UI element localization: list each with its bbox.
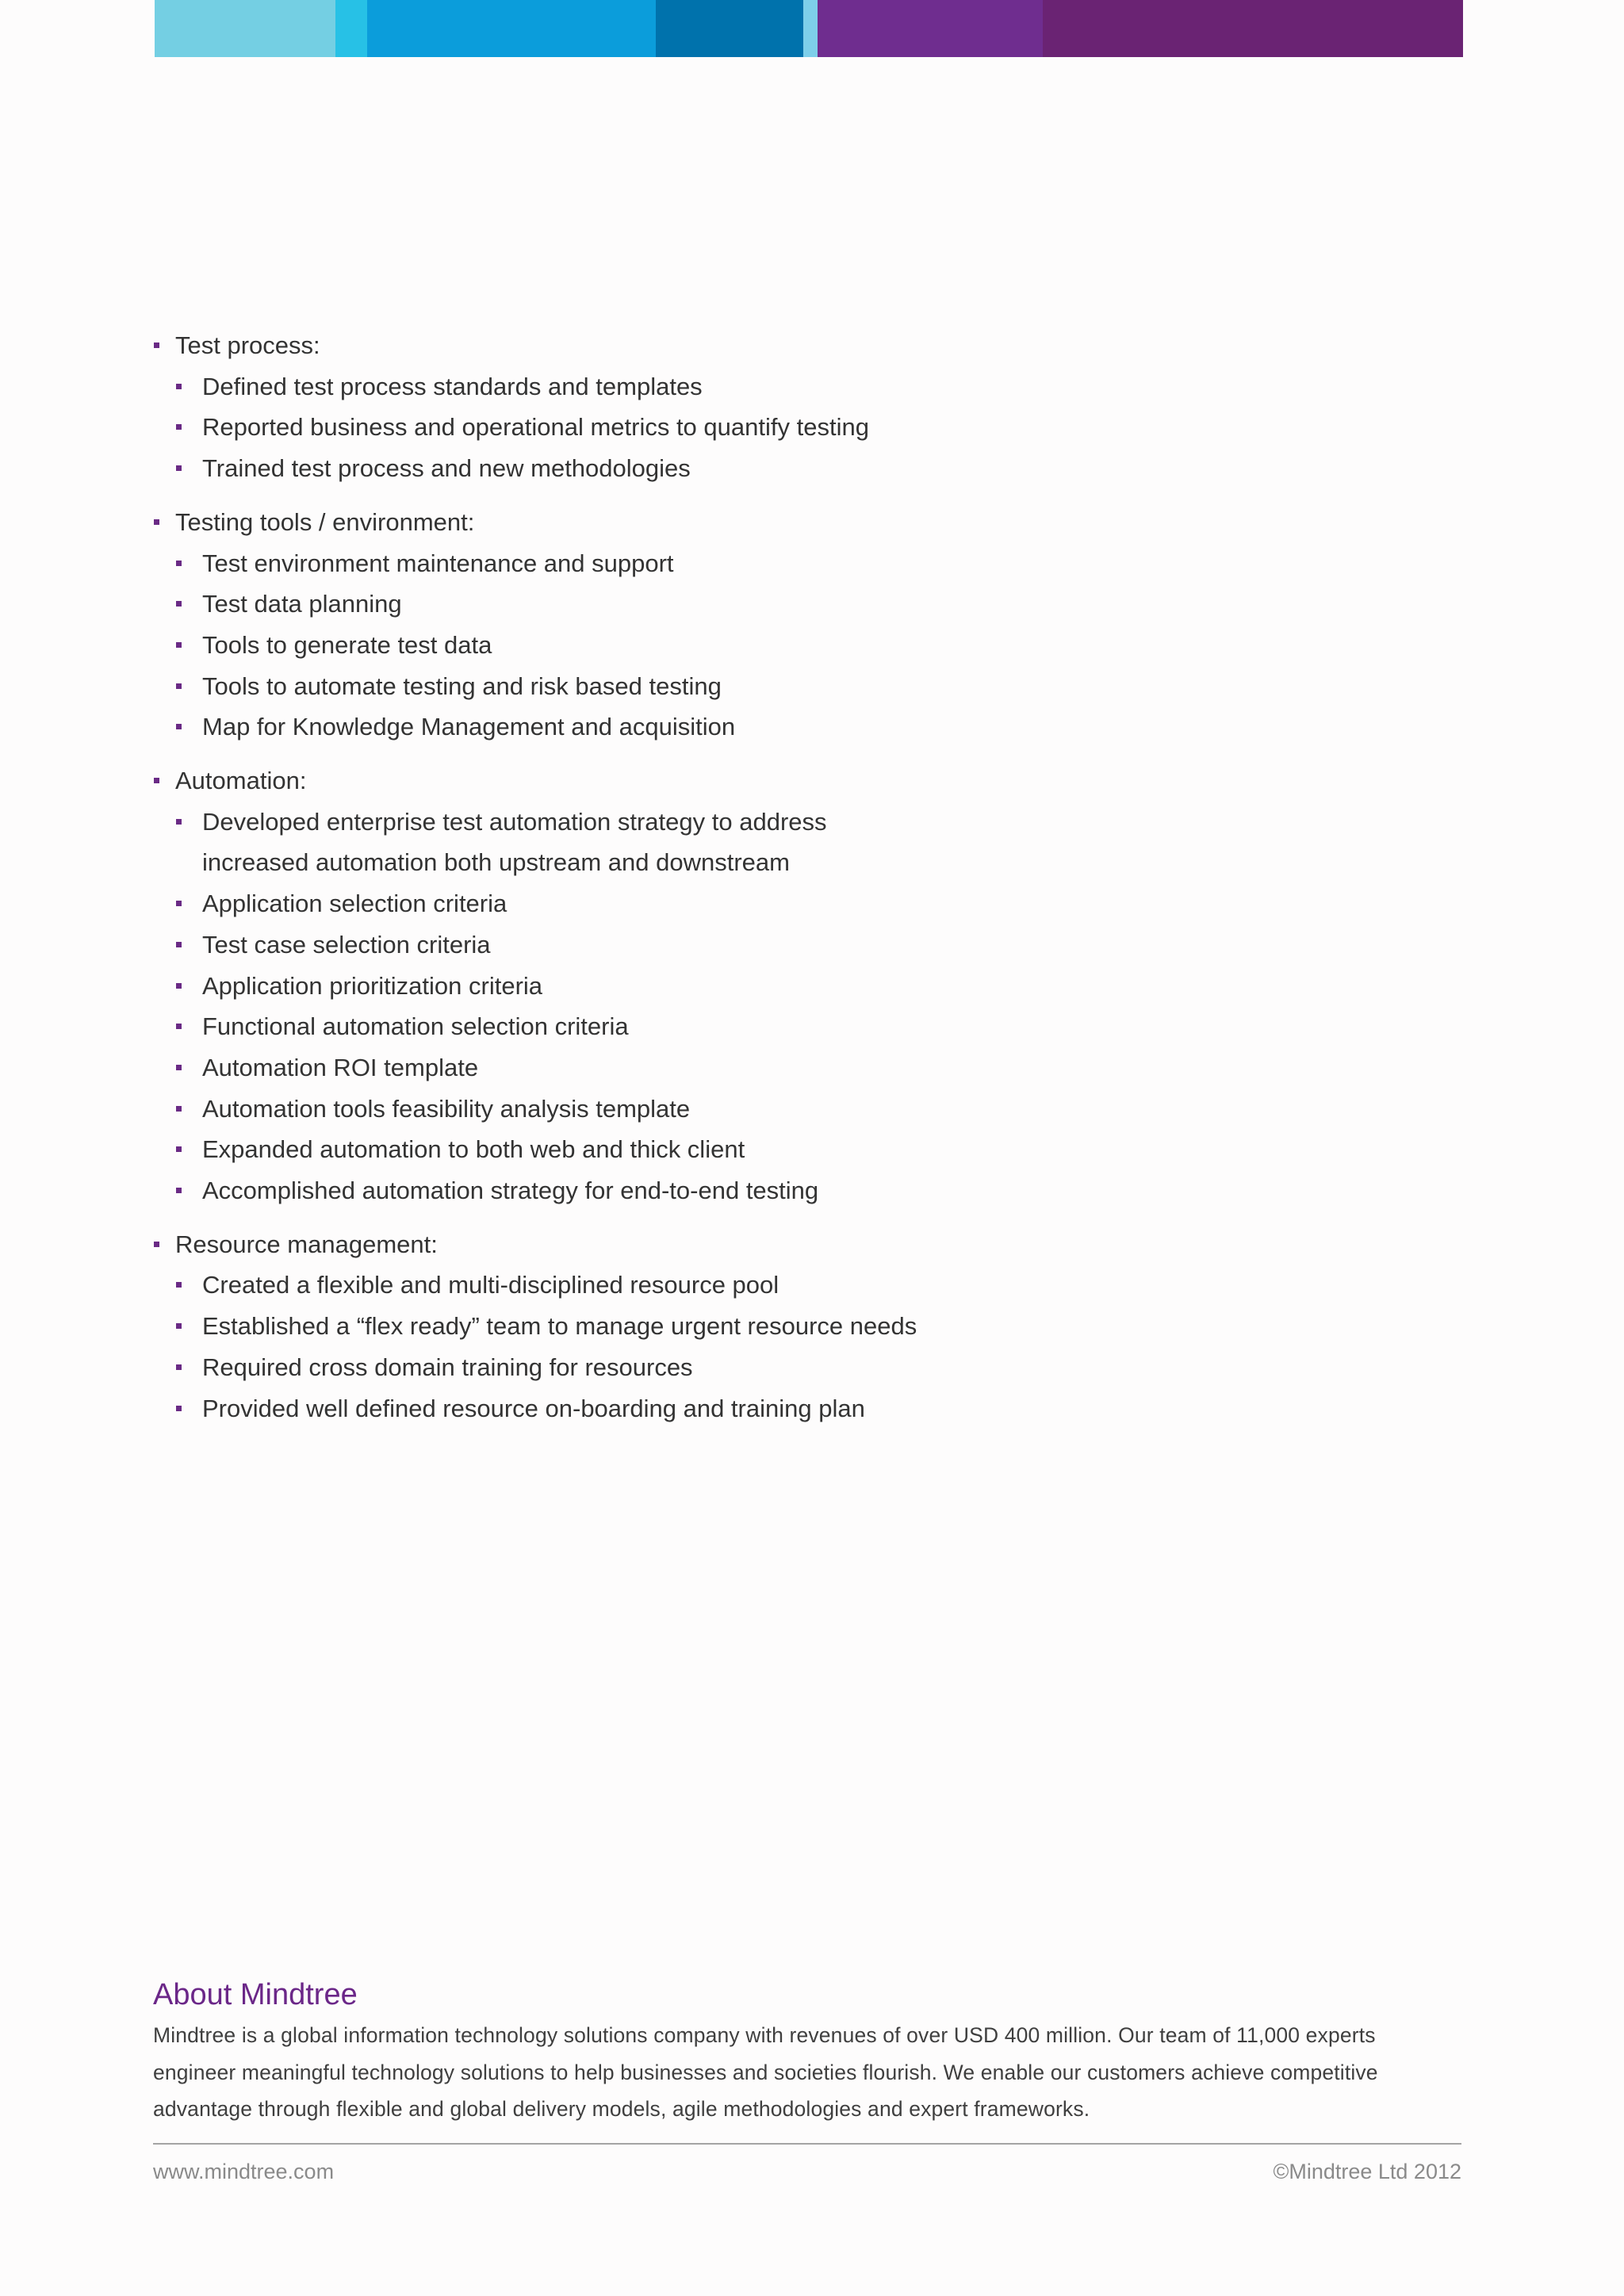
list-item	[154, 883, 1264, 924]
list-item	[154, 1265, 1264, 1306]
bullet-icon	[176, 1282, 182, 1288]
list-item-text: Application selection criteria	[202, 890, 508, 918]
list-item	[154, 366, 1264, 408]
bullet-icon	[176, 465, 182, 471]
about-section	[153, 1974, 1461, 2128]
bullet-icon	[176, 683, 182, 689]
bullet-icon	[154, 778, 159, 783]
list-item-text: Expanded automation to both web and thick client	[202, 1135, 745, 1164]
bullet-icon	[176, 1406, 182, 1411]
bullet-icon	[176, 724, 182, 729]
list-item-text: Created a flexible and multi-disciplined resource pool	[202, 1271, 779, 1299]
list-item	[154, 625, 1264, 666]
list-item-text: Required cross domain training for resources	[202, 1353, 693, 1381]
about-line: engineer meaningful technology solutions to help businesses and societies flourish. We enable our customers achieve competitive	[153, 2060, 1378, 2084]
bullet-icon	[176, 1323, 182, 1329]
bullet-icon	[176, 1188, 182, 1193]
list-item	[154, 966, 1264, 1007]
bullet-icon	[176, 1364, 182, 1370]
list-item	[154, 1006, 1264, 1047]
section-heading-text: Test process:	[175, 331, 320, 359]
section-heading-text: Testing tools / environment:	[175, 507, 475, 536]
about-line: Mindtree is a global information technology solutions company with revenues of over USD 400 million. Our team of 11,000 experts	[153, 2023, 1376, 2047]
about-line: advantage through flexible and global delivery models, agile methodologies and expert frameworks.	[153, 2097, 1090, 2121]
list-item-text: Test data planning	[202, 590, 402, 618]
list-item	[154, 407, 1264, 448]
bullet-icon	[154, 519, 159, 525]
list-section	[154, 1224, 1264, 1429]
color-bar-segment	[1043, 0, 1463, 57]
color-bar-segment	[335, 0, 367, 57]
list-item-text: Defined test process standards and templates	[202, 372, 703, 400]
bullet-icon	[176, 942, 182, 947]
list-item-text: Map for Knowledge Management and acquisition	[202, 713, 736, 741]
list-item	[154, 706, 1264, 748]
bullet-icon	[154, 342, 159, 348]
bullet-icon	[176, 561, 182, 566]
list-item	[154, 1306, 1264, 1347]
list-item-text: Developed enterprise test automation strategy to address	[202, 807, 827, 836]
list-item-text: Functional automation selection criteria	[202, 1012, 629, 1041]
list-item	[154, 802, 1264, 843]
list-item-text: Automation ROI template	[202, 1053, 479, 1081]
section-heading	[154, 502, 1264, 543]
bullet-icon	[176, 424, 182, 430]
bullet-icon	[154, 1242, 159, 1247]
list-item	[154, 543, 1264, 584]
footer-website[interactable]: www.mindtree.com	[153, 2160, 335, 2183]
list-item	[154, 842, 1264, 883]
list-item	[154, 1089, 1264, 1130]
section-heading	[154, 760, 1264, 802]
list-item	[154, 584, 1264, 625]
bullet-icon	[176, 384, 182, 389]
about-text	[153, 2017, 1461, 2128]
color-bar-segment	[367, 0, 656, 57]
bullet-icon	[176, 1024, 182, 1029]
list-section	[154, 325, 1264, 489]
header-color-bar	[155, 0, 1463, 57]
list-item-text: Tools to generate test data	[202, 630, 492, 659]
list-section	[154, 502, 1264, 748]
list-item	[154, 448, 1264, 489]
list-item	[154, 1388, 1264, 1429]
list-item	[154, 1170, 1264, 1211]
list-item-text: Test case selection criteria	[202, 930, 491, 959]
list-item	[154, 1129, 1264, 1170]
list-item-text: Provided well defined resource on-boarding and training plan	[202, 1394, 865, 1422]
bullet-icon	[176, 819, 182, 825]
bullet-icon	[176, 983, 182, 989]
section-heading	[154, 325, 1264, 366]
section-heading-text: Automation:	[175, 767, 307, 795]
list-item	[154, 666, 1264, 707]
list-item-text: Application prioritization criteria	[202, 971, 543, 1000]
color-bar-segment	[155, 0, 335, 57]
list-item	[154, 1347, 1264, 1388]
bullet-icon	[176, 642, 182, 648]
bullet-icon	[176, 1146, 182, 1152]
bullet-icon	[176, 1065, 182, 1070]
color-bar-segment	[818, 0, 1043, 57]
list-item-text: Trained test process and new methodologies	[202, 454, 691, 483]
list-item-text: Test environment maintenance and support	[202, 549, 674, 577]
list-item	[154, 924, 1264, 966]
section-heading-text: Resource management:	[175, 1230, 438, 1258]
list-section	[154, 760, 1264, 1211]
footer-divider	[153, 2143, 1461, 2145]
about-title: About Mindtree	[153, 1978, 358, 2011]
color-bar-segment	[656, 0, 803, 57]
list-item-text: Automation tools feasibility analysis template	[202, 1094, 691, 1123]
bullet-icon	[176, 901, 182, 906]
list-item-text: Established a “flex ready” team to manage urgent resource needs	[202, 1312, 917, 1341]
section-heading	[154, 1224, 1264, 1265]
bullet-content	[154, 325, 1264, 1441]
list-item-text: Tools to automate testing and risk based testing	[202, 672, 722, 700]
list-item-text: increased automation both upstream and downstream	[202, 848, 790, 877]
bullet-icon	[176, 601, 182, 607]
color-bar-segment	[803, 0, 818, 57]
list-item	[154, 1047, 1264, 1089]
footer-copyright: ©Mindtree Ltd 2012	[1273, 2160, 1461, 2183]
bullet-icon	[176, 1106, 182, 1112]
list-item-text: Reported business and operational metrics to quantify testing	[202, 413, 869, 442]
list-item-text: Accomplished automation strategy for end-to-end testing	[202, 1177, 819, 1205]
